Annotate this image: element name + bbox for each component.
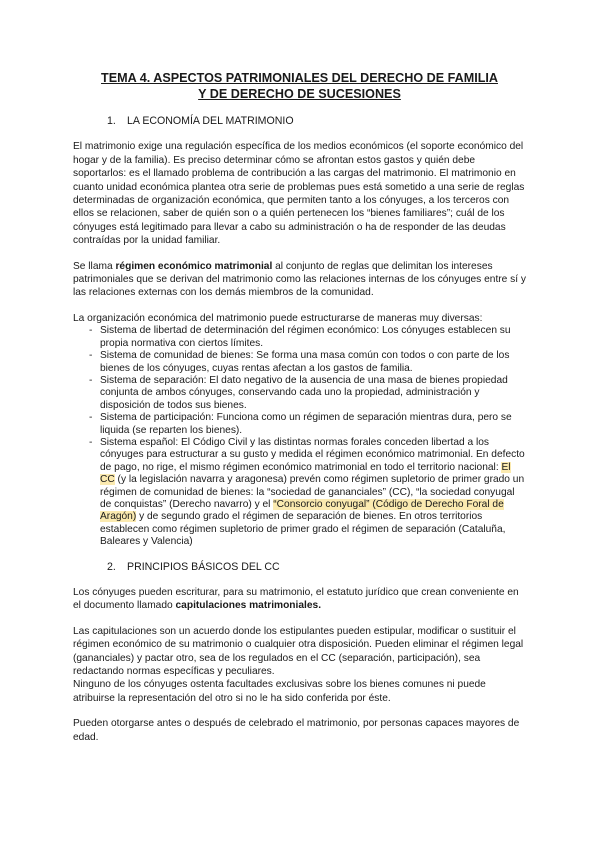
list-item-text: Sistema español: El Código Civil y las distintas normas forales conceden libertad a los cónyuges para estructurar a su gusto y medida el régimen económico matrimonial. En defecto de pago, no rige, el mismo régimen económico matrimonial en todo el territorio nacional: [100,436,525,473]
paragraph-text: Se llama [73,260,116,272]
paragraph-text: Los cónyuges pueden escriturar, para su matrimonio, el estatuto jurídico que crean conveniente en el documento llamado [73,587,519,612]
section-1-paragraph-2 [73,260,526,300]
list-item-text: Sistema de comunidad de bienes: Se forma una masa común con todos o con parte de los bienes de los cónyuges, cuyas rentas afectan a los gastos de familia. [100,350,510,374]
list-item-sistema-espanol [73,437,526,549]
section-2-heading [107,561,526,574]
list-item-text: (y la legislación navarra y aragonesa) prevén como régimen supletorio de primer grado un régimen de comunidad de bienes: la “sociedad de gananciales” (CC), “la sociedad conyugal de conquistas” (Derecho navarro) y el [100,474,525,510]
section-1-number: 1. [107,115,116,127]
list-item-text: y de segundo grado el régimen de separación de bienes. En otros territorios establecen como régimen supletorio de primer grado el régimen de separación (Cataluña, Baleares y Valencia) [100,511,506,548]
section-1-paragraph-3: La organización económica del matrimonio puede estructurarse de maneras muy diversas: [73,312,483,324]
section-2-paragraph-1 [73,586,526,613]
title-line-2: Y DE DERECHO DE SUCESIONES [198,87,401,101]
list-dash: - [89,374,93,386]
list-dash: - [89,436,93,448]
list-item-text: Sistema de libertad de determinación del régimen económico: Los cónyuges establecen su propia normativa con ciertos límites. [100,325,511,349]
section-2-paragraph-3: Ninguno de los cónyuges ostenta facultades exclusivas sobre los bienes comunes ni puede atribuirse la representación del otro si no le ha sido conferida por éste. [73,679,486,704]
list-item [73,412,526,437]
list-dash: - [89,325,93,337]
list-item-text: Sistema de separación: El dato negativo de la ausencia de una masa de bienes propiedad conjunta de ambos cónyuges, conservando cada uno la propiedad, administración y disposición de todos sus bienes. [100,374,508,411]
section-2-paragraph-4: Pueden otorgarse antes o después de celebrado el matrimonio, por personas capaces mayores de edad. [73,718,520,743]
systems-list [73,325,526,548]
section-1-title: LA ECONOMÍA DEL MATRIMONIO [127,115,294,127]
list-dash: - [89,412,93,424]
paragraph-text: al conjunto de reglas que delimitan los intereses patrimoniales que se derivan del matrimonio como las relaciones internas de los cónyuges entre sí y las relaciones externas con los demás miembros de la comunidad. [73,260,527,299]
list-item [73,375,526,412]
title-line-1: TEMA 4. ASPECTOS PATRIMONIALES DEL DERECHO DE FAMILIA [101,71,498,85]
highlight-el-cc: El CC [100,461,511,486]
section-2-number: 2. [107,560,116,573]
list-dash: - [89,350,93,362]
term-capitulaciones: capitulaciones matrimoniales. [175,600,322,612]
section-2-title: PRINCIPIOS BÁSICOS DEL CC [127,560,280,573]
section-1-paragraph-1: El matrimonio exige una regulación específica de los medios económicos (el soporte económico del hogar y de la familia). Es preciso determinar cómo se afrontan estos gastos y quién debe soportarlos: es el llamado problema de contribución a las cargas del matrimonio. El matrimonio en cuanto unidad económica plantea otra serie de problemas pues está sometido a una serie de reglas determinadas de organización económica, que permiten tanto a los cónyuges, a los terceros con ellos se relacionen, saber de quién son o a quién pertenecen los “bienes familiares”; cuál de los cónyuges está legitimado para llevar a cabo su administración o ha de responder de las deudas contraídas por la unidad familiar. [73,141,525,247]
term-regimen-economico: régimen económico matrimonial [115,260,273,272]
list-item [73,325,526,350]
document-title [73,70,526,102]
section-2-paragraph-2: Las capitulaciones son un acuerdo donde los estipulantes pueden estipular, modificar o sustituir el régimen económico de su matrimonio o cualquier otra disposición. Pueden eliminar el régimen legal (gananciales) y pactar otro, sea de los regulados en el CC (separación, participación), sea redactando normas específicas y peculiares. [73,625,524,678]
highlight-consorcio-conyugal: “Consorcio conyugal” (Código de Derecho Foral de Aragón) [100,498,504,523]
list-item [73,350,526,375]
list-item-text: Sistema de participación: Funciona como un régimen de separación mientras dura, pero se liquida (se reparten los bienes). [100,412,512,436]
section-1-heading [107,115,526,128]
